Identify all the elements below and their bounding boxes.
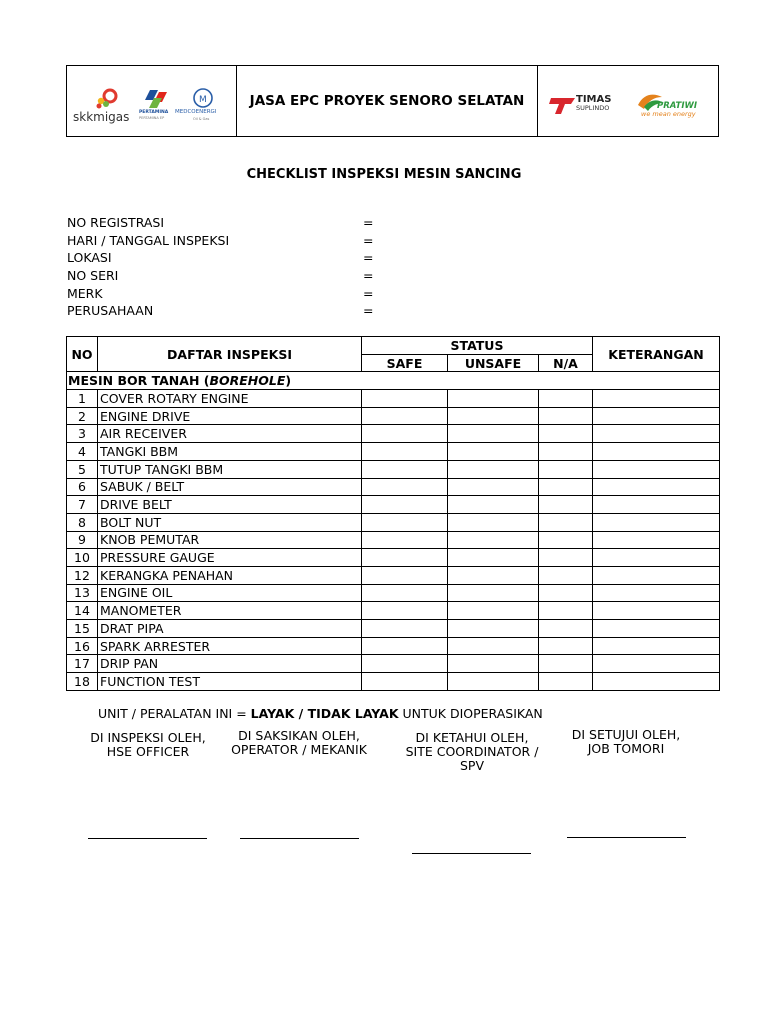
table-row xyxy=(67,549,720,567)
cell-safe[interactable] xyxy=(362,637,448,655)
table-row xyxy=(67,531,720,549)
cell-unsafe[interactable] xyxy=(448,443,539,461)
header-logos-left xyxy=(67,66,237,136)
cell-safe[interactable] xyxy=(362,407,448,425)
table-header-row xyxy=(67,337,720,355)
pertamina-logo xyxy=(142,88,172,110)
table-row xyxy=(67,566,720,584)
row-number: 15 xyxy=(67,620,98,638)
cell-na[interactable] xyxy=(539,443,593,461)
project-title: JASA EPC PROYEK SENORO SELATAN xyxy=(237,66,538,136)
row-item: ENGINE DRIVE xyxy=(98,407,362,425)
row-item: KNOB PEMUTAR xyxy=(98,531,362,549)
cell-unsafe[interactable] xyxy=(448,425,539,443)
table-row xyxy=(67,673,720,691)
table-row xyxy=(67,478,720,496)
row-item: MANOMETER xyxy=(98,602,362,620)
table-row xyxy=(67,513,720,531)
pertamina-ep-text: PERTAMINA EP xyxy=(139,116,165,120)
cell-safe[interactable] xyxy=(362,460,448,478)
row-item: DRIVE BELT xyxy=(98,496,362,514)
cell-na[interactable] xyxy=(539,478,593,496)
cell-na[interactable] xyxy=(539,637,593,655)
cell-safe[interactable] xyxy=(362,549,448,567)
cell-safe[interactable] xyxy=(362,425,448,443)
document-title: CHECKLIST INSPEKSI MESIN SANCING xyxy=(246,167,522,182)
cell-na[interactable] xyxy=(539,407,593,425)
header-safe: SAFE xyxy=(362,354,448,372)
cell-safe[interactable] xyxy=(362,620,448,638)
row-number: 3 xyxy=(67,425,98,443)
conclusion-statement xyxy=(98,706,543,721)
cell-unsafe[interactable] xyxy=(448,584,539,602)
cell-na[interactable] xyxy=(539,531,593,549)
cell-na[interactable] xyxy=(539,566,593,584)
info-separator: = xyxy=(363,268,374,284)
cell-safe[interactable] xyxy=(362,496,448,514)
row-number: 1 xyxy=(67,390,98,408)
table-row xyxy=(67,496,720,514)
cell-remarks[interactable] xyxy=(593,620,720,638)
signature-witness: DI SAKSIKAN OLEH, OPERATOR / MEKANIK xyxy=(231,728,367,757)
row-item: KERANGKA PENAHAN xyxy=(98,566,362,584)
cell-unsafe[interactable] xyxy=(448,620,539,638)
row-number: 5 xyxy=(67,460,98,478)
cell-na[interactable] xyxy=(539,425,593,443)
signature-line-witness[interactable] xyxy=(240,838,359,839)
info-row-registration xyxy=(67,214,373,232)
cell-na[interactable] xyxy=(539,549,593,567)
cell-safe[interactable] xyxy=(362,443,448,461)
cell-na[interactable] xyxy=(539,513,593,531)
cell-unsafe[interactable] xyxy=(448,531,539,549)
pertamina-logo-text: PERTAMINA xyxy=(139,110,169,115)
cell-na[interactable] xyxy=(539,602,593,620)
cell-remarks[interactable] xyxy=(593,566,720,584)
cell-safe[interactable] xyxy=(362,655,448,673)
cell-unsafe[interactable] xyxy=(448,407,539,425)
row-number: 13 xyxy=(67,584,98,602)
cell-safe[interactable] xyxy=(362,602,448,620)
medco-oilgas-text: Oil & Gas xyxy=(193,117,210,121)
row-number: 9 xyxy=(67,531,98,549)
cell-safe[interactable] xyxy=(362,478,448,496)
row-item: PRESSURE GAUGE xyxy=(98,549,362,567)
cell-unsafe[interactable] xyxy=(448,496,539,514)
section-row xyxy=(67,372,720,390)
timas-logo-text: TIMAS xyxy=(576,94,612,105)
cell-na[interactable] xyxy=(539,673,593,691)
cell-unsafe[interactable] xyxy=(448,549,539,567)
row-item: AIR RECEIVER xyxy=(98,425,362,443)
cell-remarks[interactable] xyxy=(593,637,720,655)
cell-remarks[interactable] xyxy=(593,584,720,602)
row-number: 14 xyxy=(67,602,98,620)
timas-logo xyxy=(549,96,579,116)
table-row xyxy=(67,425,720,443)
cell-remarks[interactable] xyxy=(593,407,720,425)
cell-unsafe[interactable] xyxy=(448,478,539,496)
cell-remarks[interactable] xyxy=(593,443,720,461)
row-number: 18 xyxy=(67,673,98,691)
cell-remarks[interactable] xyxy=(593,460,720,478)
row-item: TANGKI BBM xyxy=(98,443,362,461)
table-row xyxy=(67,620,720,638)
row-number: 17 xyxy=(67,655,98,673)
cell-na[interactable] xyxy=(539,496,593,514)
cell-unsafe[interactable] xyxy=(448,602,539,620)
header-remarks: KETERANGAN xyxy=(593,337,720,372)
signature-acknowledger: DI KETAHUI OLEH, SITE COORDINATOR / SPV xyxy=(405,730,539,773)
info-label: NO REGISTRASI xyxy=(67,215,165,230)
info-row-brand xyxy=(67,285,373,303)
info-label: LOKASI xyxy=(67,250,112,266)
suplindo-logo-text: SUPLINDO xyxy=(576,104,610,112)
cell-remarks[interactable] xyxy=(593,549,720,567)
row-item: DRIP PAN xyxy=(98,655,362,673)
cell-safe[interactable] xyxy=(362,390,448,408)
conclusion-suffix: UNTUK DIOPERASIKAN xyxy=(398,706,543,721)
info-row-company xyxy=(67,302,373,320)
cell-unsafe[interactable] xyxy=(448,566,539,584)
row-number: 2 xyxy=(67,407,98,425)
signature-line-approver[interactable] xyxy=(567,837,686,838)
cell-remarks[interactable] xyxy=(593,513,720,531)
info-separator: = xyxy=(363,232,374,248)
cell-unsafe[interactable] xyxy=(448,513,539,531)
row-number: 4 xyxy=(67,443,98,461)
info-separator: = xyxy=(363,303,374,319)
checklist-table xyxy=(66,336,720,691)
skkmigas-logo-text: skkmigas xyxy=(73,110,130,124)
info-separator: = xyxy=(363,215,374,230)
info-row-serial xyxy=(67,267,373,285)
cell-unsafe[interactable] xyxy=(448,673,539,691)
cell-unsafe[interactable] xyxy=(448,390,539,408)
cell-remarks[interactable] xyxy=(593,673,720,691)
cell-remarks[interactable] xyxy=(593,531,720,549)
table-row xyxy=(67,637,720,655)
header-item: DAFTAR INSPEKSI xyxy=(98,337,362,372)
info-row-location xyxy=(67,249,373,267)
cell-na[interactable] xyxy=(539,390,593,408)
table-row xyxy=(67,390,720,408)
row-item: SABUK / BELT xyxy=(98,478,362,496)
row-item: FUNCTION TEST xyxy=(98,673,362,691)
cell-safe[interactable] xyxy=(362,673,448,691)
cell-unsafe[interactable] xyxy=(448,655,539,673)
table-row xyxy=(67,443,720,461)
document-header xyxy=(66,65,719,137)
table-row xyxy=(67,602,720,620)
cell-na[interactable] xyxy=(539,584,593,602)
row-item: ENGINE OIL xyxy=(98,584,362,602)
info-separator: = xyxy=(363,285,374,301)
conclusion-prefix: UNIT / PERALATAN INI = xyxy=(98,706,251,721)
signature-line-acknowledger[interactable] xyxy=(412,853,531,854)
info-label: NO SERI xyxy=(67,268,119,284)
cell-safe[interactable] xyxy=(362,566,448,584)
row-item: DRAT PIPA xyxy=(98,620,362,638)
cell-na[interactable] xyxy=(539,620,593,638)
row-number: 16 xyxy=(67,637,98,655)
cell-remarks[interactable] xyxy=(593,390,720,408)
cell-remarks[interactable] xyxy=(593,425,720,443)
medco-logo xyxy=(191,86,217,110)
conclusion-choice[interactable]: LAYAK / TIDAK LAYAK xyxy=(250,706,399,721)
cell-remarks[interactable] xyxy=(593,602,720,620)
cell-na[interactable] xyxy=(539,460,593,478)
cell-na[interactable] xyxy=(539,655,593,673)
table-row xyxy=(67,584,720,602)
cell-safe[interactable] xyxy=(362,531,448,549)
info-label: PERUSAHAAN xyxy=(67,303,154,319)
section-title: MESIN BOR TANAH (BOREHOLE) xyxy=(67,372,720,390)
table-row xyxy=(67,407,720,425)
row-item: TUTUP TANGKI BBM xyxy=(98,460,362,478)
row-number: 6 xyxy=(67,478,98,496)
cell-remarks[interactable] xyxy=(593,655,720,673)
row-item: SPARK ARRESTER xyxy=(98,637,362,655)
info-label: MERK xyxy=(67,285,103,301)
row-number: 8 xyxy=(67,513,98,531)
header-na: N/A xyxy=(539,354,593,372)
table-row xyxy=(67,655,720,673)
header-no: NO xyxy=(67,337,98,372)
row-number: 12 xyxy=(67,566,98,584)
info-fields xyxy=(67,214,373,320)
cell-safe[interactable] xyxy=(362,584,448,602)
row-item: COVER ROTARY ENGINE xyxy=(98,390,362,408)
medco-logo-text: MEDCOENERGI xyxy=(175,109,217,115)
pratiwi-logo-text: PRATIWI xyxy=(657,101,698,111)
cell-remarks[interactable] xyxy=(593,478,720,496)
row-number: 10 xyxy=(67,549,98,567)
header-logos-right xyxy=(538,66,718,136)
signature-inspector: DI INSPEKSI OLEH, HSE OFFICER xyxy=(90,730,206,759)
signature-line-inspector[interactable] xyxy=(88,838,207,839)
cell-unsafe[interactable] xyxy=(448,637,539,655)
cell-remarks[interactable] xyxy=(593,496,720,514)
header-status: STATUS xyxy=(362,337,593,355)
row-item: BOLT NUT xyxy=(98,513,362,531)
row-number: 7 xyxy=(67,496,98,514)
svg-text:M: M xyxy=(199,95,207,105)
cell-safe[interactable] xyxy=(362,513,448,531)
table-row xyxy=(67,460,720,478)
pratiwi-tagline: we mean energy xyxy=(641,110,696,118)
signature-approver: DI SETUJUI OLEH, JOB TOMORI xyxy=(571,727,681,756)
header-unsafe: UNSAFE xyxy=(448,354,539,372)
cell-unsafe[interactable] xyxy=(448,460,539,478)
info-label: HARI / TANGGAL INSPEKSI xyxy=(67,232,230,248)
info-separator: = xyxy=(363,250,374,266)
info-row-date xyxy=(67,232,373,250)
